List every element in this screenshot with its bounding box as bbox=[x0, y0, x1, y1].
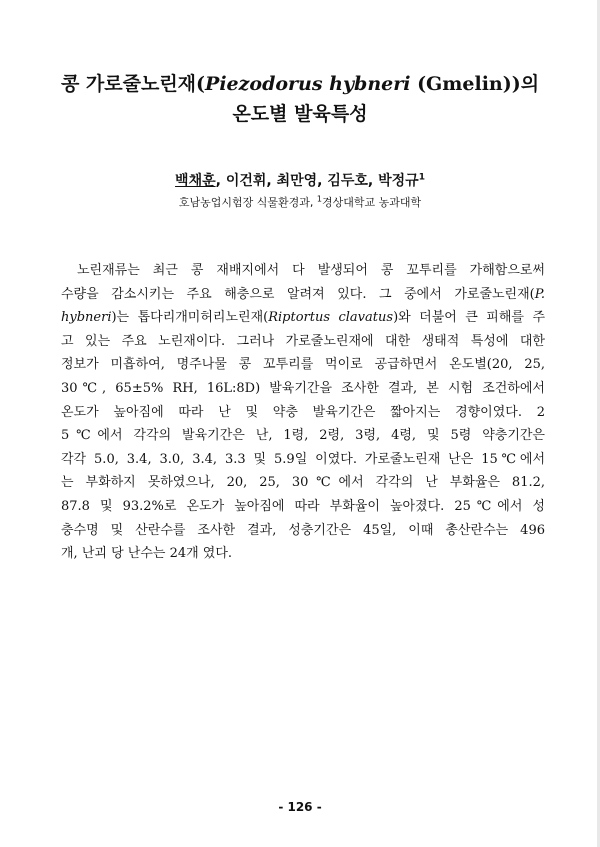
abstract-line: 고 있는 주요 노린재이다. 그러나 가로줄노린재에 대한 생태적 특성에 대한 bbox=[61, 333, 545, 349]
abstract-text: 수량을 감소시키는 주요 해충으로 알려져 있다. 그 중에서 가로줄노린재( bbox=[61, 286, 535, 302]
abstract-line: 각각 5.0, 3.4, 3.0, 3.4, 3.3 및 5.9일 이였다. 가로줄노린재 난은 15℃에서 bbox=[61, 451, 545, 467]
abstract-line: 개, 난괴 당 난수는 24개 였다. bbox=[61, 546, 233, 562]
title-suffix: (Gmelin))의 bbox=[410, 73, 540, 95]
abstract-text: )와 더불어 큰 피해를 주 bbox=[393, 310, 545, 326]
abstract-line: 5℃에서 각각의 발육기간은 난, 1령, 2령, 3령, 4령, 및 5령 약충기간은 bbox=[61, 428, 545, 444]
affiliation bbox=[40, 194, 560, 210]
co-authors: , 이건휘, 최만영, 김두호, 박정규 bbox=[215, 173, 419, 189]
abstract-line: 정보가 미흡하여, 명주나물 콩 꼬투리를 먹이로 공급하면서 온도별(20, 25, bbox=[61, 357, 545, 373]
abstract-line: 는 부화하지 못하였으나, 20, 25, 30℃에서 각각의 난 부화율은 81.2, bbox=[61, 475, 545, 491]
species-abbrev: P. bbox=[534, 286, 545, 302]
abstract-line: 온도가 높아짐에 따라 난 및 약충 발육기간은 짧아지는 경향이였다. 2 bbox=[61, 404, 545, 420]
title-prefix: 콩 가로줄노린재( bbox=[60, 73, 206, 95]
species-name-2: Riptortus clavatus bbox=[268, 310, 394, 326]
affiliation-main: 호남농업시험장 식물환경과, bbox=[178, 196, 317, 209]
species-name: Piezodorus hybneri bbox=[205, 73, 411, 95]
author-list bbox=[40, 170, 560, 190]
abstract-line: 30℃, 65±5% RH, 16L:8D) 발육기간을 조사한 결과, 본 시험 조건하에서 bbox=[61, 380, 545, 396]
page-number: - 126 - bbox=[278, 800, 322, 814]
presenting-author: 백채훈 bbox=[175, 173, 216, 189]
abstract-line bbox=[61, 283, 545, 307]
abstract-line bbox=[61, 306, 545, 330]
abstract-text: )는 톱다리개미허리노린재( bbox=[111, 310, 269, 326]
author-affiliation-mark: 1 bbox=[418, 172, 425, 183]
title-line-1 bbox=[40, 70, 560, 98]
affiliation-mark: 1 bbox=[316, 194, 322, 204]
title-line-2: 온도별 발육특성 bbox=[232, 103, 368, 125]
abstract-body bbox=[61, 259, 545, 566]
abstract-line: 노린재류는 최근 콩 재배지에서 다 발생되어 콩 꼬투리를 가해함으로써 bbox=[77, 263, 545, 278]
species-epithet: hybneri bbox=[61, 310, 112, 326]
abstract-line: 충수명 및 산란수를 조사한 결과, 성충기간은 45일, 이때 총산란수는 496 bbox=[61, 522, 545, 538]
abstract-line: 87.8 및 93.2%로 온도가 높아짐에 따라 부화율이 높아졌다. 25℃에서 성 bbox=[61, 498, 545, 514]
affiliation-second: 경상대학교 농과대학 bbox=[321, 196, 422, 209]
